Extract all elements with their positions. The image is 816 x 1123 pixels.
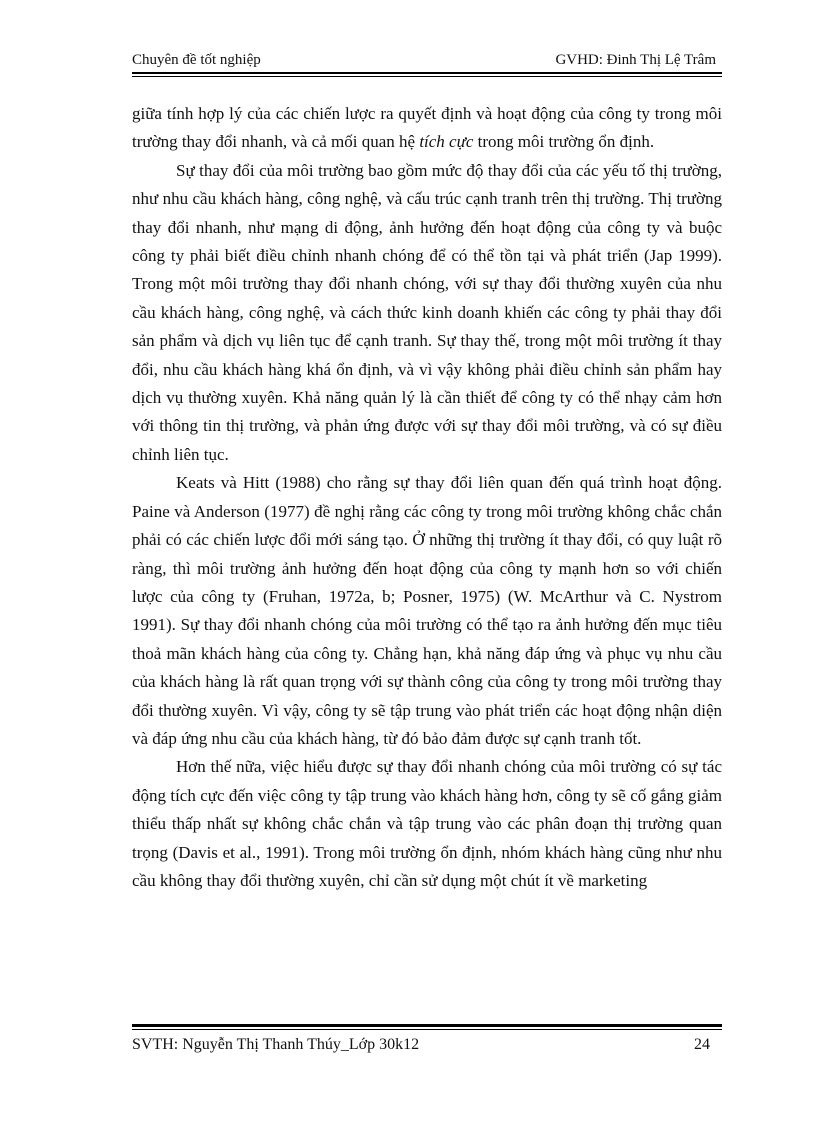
footer-divider-thin — [132, 1029, 722, 1030]
page-number: 24 — [694, 1036, 710, 1053]
header-document-title: Chuyên đề tốt nghiệp — [132, 52, 261, 68]
paragraph-continuation — [132, 100, 722, 157]
footer-student-info: SVTH: Nguyễn Thị Thanh Thúy_Lớp 30k12 — [132, 1036, 420, 1053]
header-divider — [132, 72, 722, 74]
paragraph-1-tail: trong môi trường ổn định. — [473, 132, 655, 152]
paragraph-1-emphasis: tích cực — [419, 132, 474, 152]
paragraph-3: Keats và Hitt (1988) cho rằng sự thay đổi liên quan đến quá trình hoạt động. Paine và Anderson (1977) đề nghị rằng các công ty trong môi trường không chắc chắn phải có các chiến lược đổi mới sáng tạo. Ở những thị trường ít thay đổi, có quy luật rõ ràng, thì môi trường ảnh hưởng đến hoạt động của công ty mạnh hơn so với chiến lược của công ty (Fruhan, 1972a, b; Posner, 1975) (W. McArthur và C. Nystrom 1991). Sự thay đổi nhanh chóng của môi trường có thể tạo ra ảnh hưởng đến mục tiêu thoả mãn khách hàng của công ty. Chẳng hạn, khả năng đáp ứng và phục vụ nhu cầu của khách hàng là rất quan trọng với sự thành công của công ty trong môi trường thay đổi thường xuyên. Vì vậy, công ty sẽ tập trung vào phát triển các hoạt động nhận diện và đáp ứng nhu cầu của khách hàng, từ đó bảo đảm được sự cạnh tranh tốt. — [132, 473, 722, 748]
page-header — [132, 52, 722, 78]
paragraph-2: Sự thay đổi của môi trường bao gồm mức độ thay đổi của các yếu tố thị trường, như nhu cầu khách hàng, công nghệ, và cấu trúc cạnh tranh trên thị trường. Thị trường thay đổi nhanh, như mạng di động, ảnh hưởng đến hoạt động của công ty và buộc công ty phải biết điều chỉnh nhanh chóng để có thể tồn tại và phát triển (Jap 1999). Trong một môi trường thay đổi nhanh chóng, với sự thay đổi thường xuyên của nhu cầu khách hàng, công nghệ, và cách thức kinh doanh khiến các công ty phải thay đổi sản phẩm và dịch vụ liên tục để cạnh tranh. Sự thay thế, trong một môi trường ít thay đổi, nhu cầu khách hàng khá ổn định, và vì vậy không phải điều chỉnh sản phẩm hay dịch vụ thường xuyên. Khả năng quản lý là cần thiết để công ty có thể nhạy cảm hơn với thông tin thị trường, và phản ứng được với sự thay đổi môi trường, và có sự điều chỉnh liên tục. — [132, 160, 722, 464]
header-divider-thin — [132, 76, 722, 77]
footer-divider — [132, 1024, 722, 1027]
header-advisor: GVHD: Đinh Thị Lệ Trâm — [555, 52, 716, 68]
paragraph-1-text: giữa tính hợp lý của các chiến lược ra quyết định và hoạt động của công ty trong môi trường thay đổi nhanh, và cả mối quan hệ — [132, 104, 722, 152]
body-text — [132, 100, 722, 895]
paragraph-4: Hơn thế nữa, việc hiểu được sự thay đổi nhanh chóng của môi trường có sự tác động tích cực đến việc công ty tập trung vào khách hàng hơn, công ty sẽ cố gắng giảm thiểu thấp nhất sự không chắc chắn và tập trung vào các phân đoạn thị trường quan trọng (Davis et al., 1991). Trong môi trường ổn định, nhóm khách hàng cũng như nhu cầu không thay đổi thường xuyên, chỉ cần sử dụng một chút ít về marketing — [132, 757, 722, 890]
page-footer — [132, 1036, 722, 1060]
